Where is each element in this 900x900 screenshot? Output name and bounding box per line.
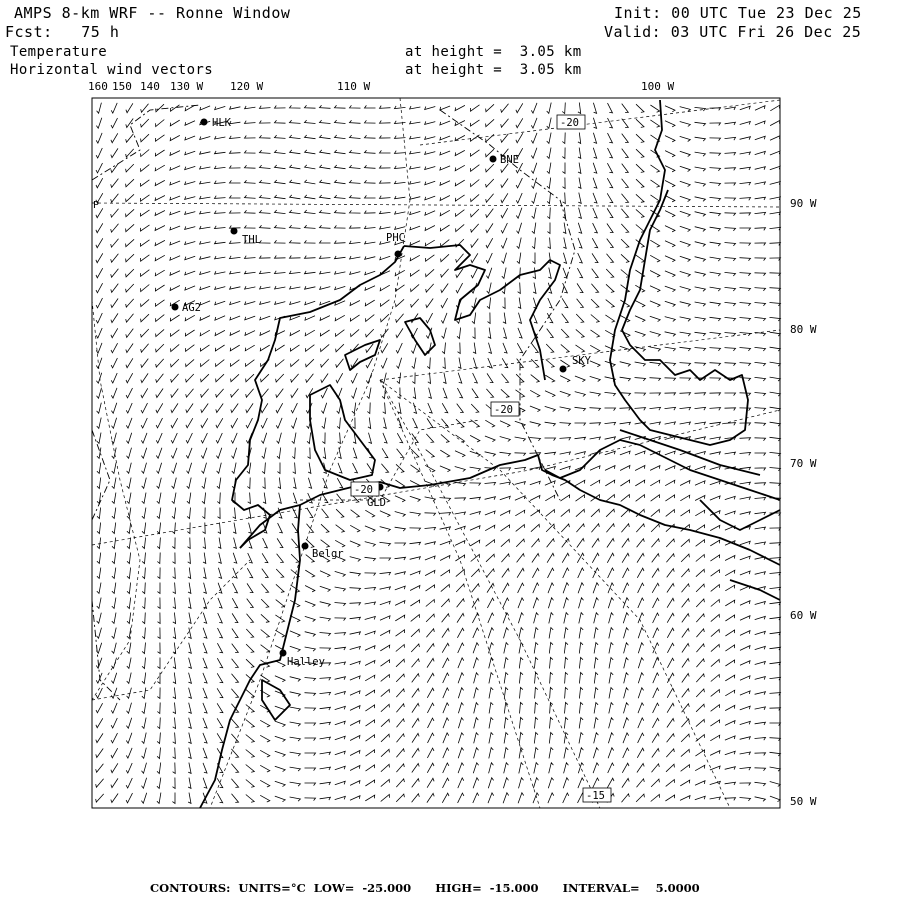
lon-label-110: 110 W [337,80,371,93]
station-belgr-label: Belgr [312,548,344,560]
lat-label-50: 50 W [790,795,817,808]
lon-label-150: 150 [112,80,132,93]
contour-label-3: -20 [354,484,373,496]
contour-label-4: -15 [586,790,605,802]
station-thl-label: THL [242,234,261,246]
lat-label-80: 80 W [790,323,817,336]
field-wind-vectors: Horizontal wind vectors [10,62,214,78]
station-bne-label: BNE [500,154,519,166]
map-title: AMPS 8-km WRF -- Ronne Window [14,4,291,22]
station-hlk-label: HLK [212,117,231,129]
contour-legend: CONTOURS: UNITS=°C LOW= -25.000 HIGH= -15.000 INTERVAL= 5.0000 [150,881,700,895]
station-ag2-dot [172,304,179,311]
contour-label-2: -20 [494,404,513,416]
field-temperature-level: at height = 3.05 km [405,44,582,60]
field-temperature: Temperature [10,44,108,60]
station-hlk-dot [201,119,208,126]
station-phc-dot [395,251,402,258]
lat-label-60: 60 W [790,609,817,622]
lat-label-90: 90 W [790,197,817,210]
station-thl-dot [231,228,238,235]
station-gld-label: GLD [367,497,386,509]
contour-label-1: -20 [560,117,579,129]
station-bne-dot [490,156,497,163]
station-halley-dot [280,650,287,657]
station-sky-label: SKY [572,355,591,367]
init-time: Init: 00 UTC Tue 23 Dec 25 [614,4,862,22]
lon-label-160: 160 [88,80,108,93]
forecast-hour: Fcst: 75 h [5,23,120,41]
station-markers [172,119,567,657]
map-frame [92,98,780,808]
lon-label-130: 130 W [170,80,204,93]
wind-barbs [96,103,781,804]
lon-label-100: 100 W [641,80,675,93]
station-halley-label: Halley [287,656,325,668]
pole-label: P [93,200,100,211]
station-belgr-dot [302,543,309,550]
lat-label-70: 70 W [790,457,817,470]
station-ag2-label: AG2 [182,302,201,314]
wind-vector-field [96,103,781,804]
field-wind-level: at height = 3.05 km [405,62,582,78]
valid-time: Valid: 03 UTC Fri 26 Dec 25 [604,23,862,41]
station-phc-label: PHC [386,232,405,244]
graticule [92,98,780,808]
lon-label-140: 140 [140,80,160,93]
lon-label-120: 120 W [230,80,264,93]
station-sky-dot [560,366,567,373]
